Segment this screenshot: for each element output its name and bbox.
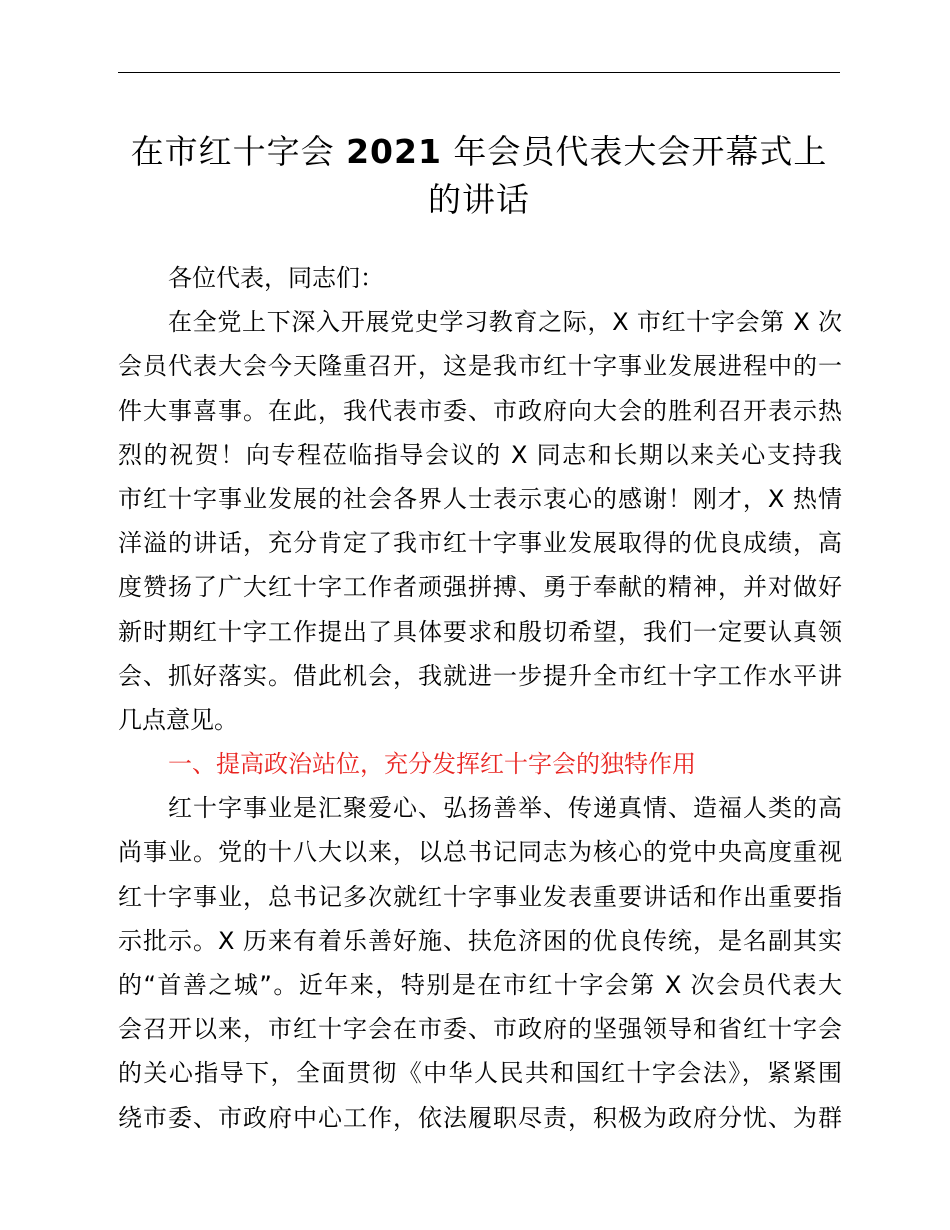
paragraph-line: 烈的祝贺！向专程莅临指导会议的 X 同志和长期以来关心支持我 [118,440,842,469]
title-suffix: 年会员代表大会开幕式上 [453,132,828,171]
title-year: 2021 [346,132,442,171]
paragraph-line: 绕市委、市政府中心工作，依法履职尽责，积极为政府分忧、为群 [118,1103,842,1132]
paragraph-line: 示批示。X 历来有着乐善好施、扶危济困的优良传统，是名副其实 [118,926,842,955]
paragraph-line: 洋溢的讲话，充分肯定了我市红十字事业发展取得的优良成绩，高 [118,529,842,558]
paragraph-2 [118,786,842,1140]
title-prefix: 在市红十字会 [130,132,335,171]
salutation: 各位代表，同志们： [168,264,384,292]
section-heading-1: 一、提高政治站位，充分发挥红十字会的独特作用 [168,750,696,779]
paragraph-line: 在全党上下深入开展党史学习教育之际，X 市红十字会第 X 次 [168,308,842,337]
document-body [118,256,842,1140]
paragraph-line: 尚事业。党的十八大以来，以总书记同志为核心的党中央高度重视 [118,838,842,867]
paragraph-line: 会召开以来，市红十字会在市委、市政府的坚强领导和省红十字会 [118,1015,842,1044]
paragraph-1 [118,300,842,742]
paragraph-line: 会、抓好落实。借此机会，我就进一步提升全市红十字工作水平讲 [118,661,842,690]
paragraph-line: 几点意见。 [118,705,238,734]
paragraph-line: 红十字事业，总书记多次就红十字事业发表重要讲话和作出重要指 [118,882,842,911]
paragraph-line: 市红十字事业发展的社会各界人士表示衷心的感谢！刚才，X 热情 [118,484,842,513]
paragraph-line: 新时期红十字工作提出了具体要求和殷切希望，我们一定要认真领 [118,617,842,646]
header-rule [118,72,840,73]
title-line-1 [110,128,848,176]
paragraph-line: 件大事喜事。在此，我代表市委、市政府向大会的胜利召开表示热 [118,396,842,425]
title-line-2: 的讲话 [428,180,530,219]
paragraph-line: 会员代表大会今天隆重召开，这是我市红十字事业发展进程中的一 [118,352,842,381]
document-title [110,128,848,224]
paragraph-line: 的关心指导下，全面贯彻《中华人民共和国红十字会法》，紧紧围 [118,1059,842,1088]
paragraph-line: 红十字事业是汇聚爱心、弘扬善举、传递真情、造福人类的高 [168,794,842,823]
paragraph-line: 的“首善之城”。近年来，特别是在市红十字会第 X 次会员代表大 [118,971,842,999]
paragraph-line: 度赞扬了广大红十字工作者顽强拼搏、勇于奉献的精神，并对做好 [118,573,842,602]
